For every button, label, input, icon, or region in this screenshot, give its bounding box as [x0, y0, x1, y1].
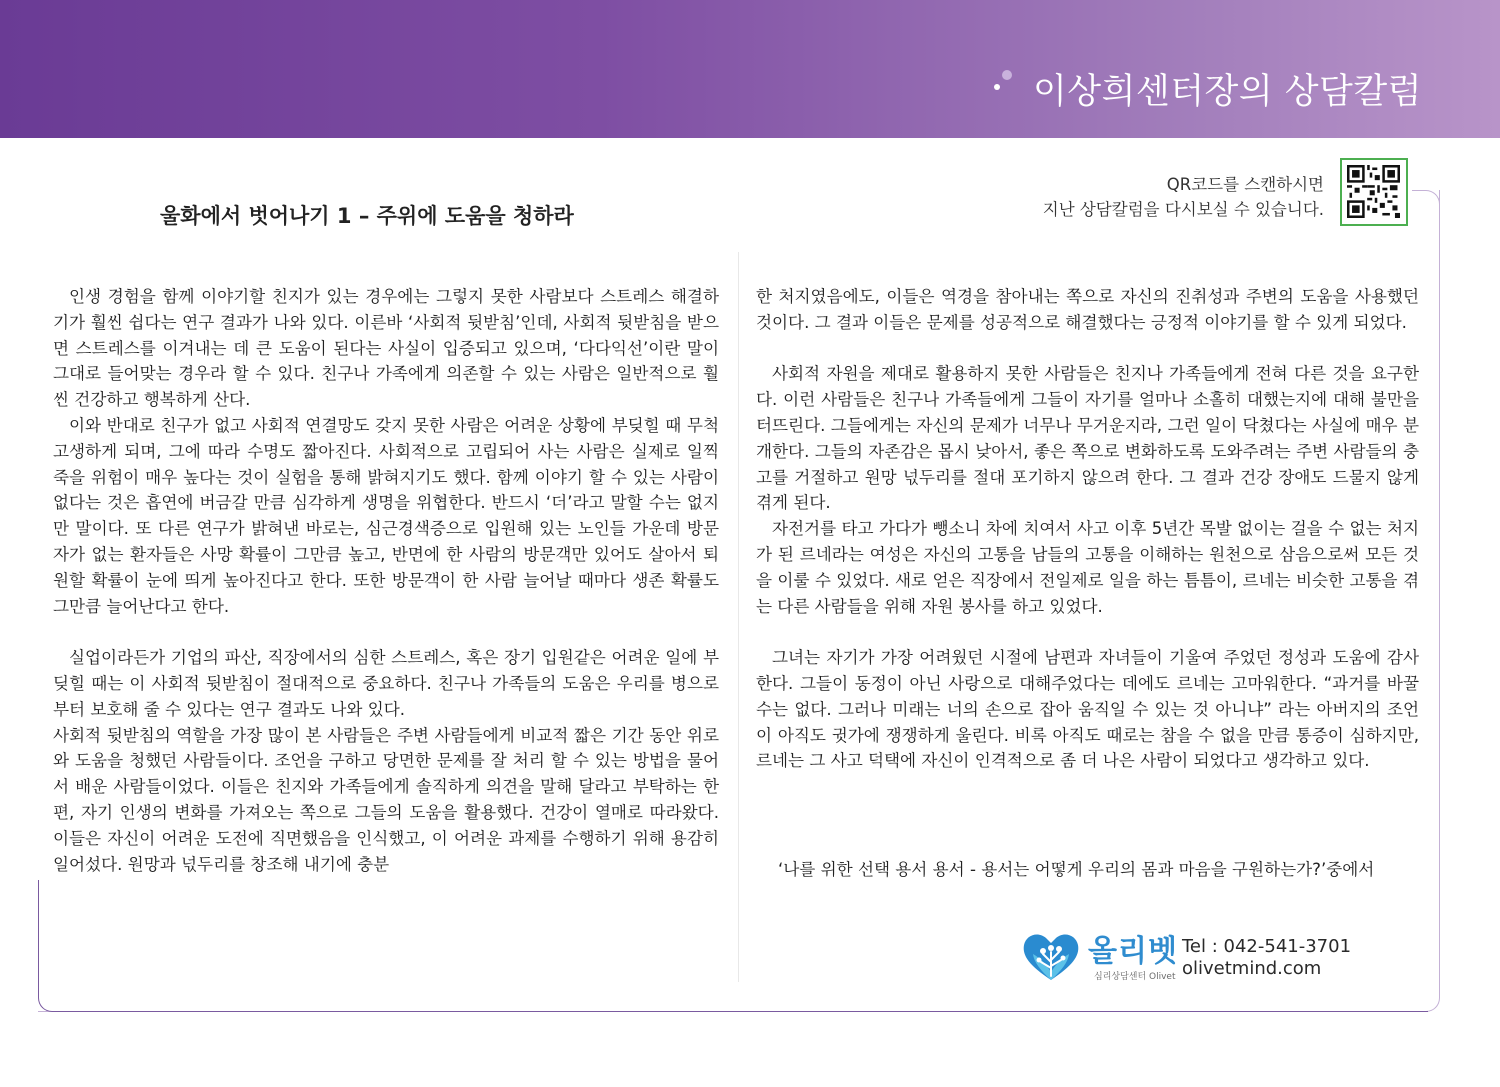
frame-left-corner: [38, 880, 52, 1012]
paragraph: 인생 경험을 함께 이야기할 친지가 있는 경우에는 그렇지 못한 사람보다 스트레스 해결하기가 훨씬 쉽다는 연구 결과가 나와 있다. 이른바 ‘사회적 뒷받침’인데, 사회적 뒷받침을 받으면 스트레스를 이겨내는 데 큰 도움이 된다는 사실이 입증되고 있으며, ‘다다익선’이란 말이 그대로 들어맞는 경우라 할 수 있다. 친구나 가족에게 의존할 수 있는 사람은 일반적으로 훨씬 건강하고 행복하게 산다.: [53, 287, 719, 410]
paragraph: 사회적 자원을 제대로 활용하지 못한 사람들은 친지나 가족들에게 전혀 다른 것을 요구한다. 이런 사람들은 친구나 가족들에게 그들이 자기를 얼마나 소홀히 대했는지에 대해 불만을 터뜨린다. 그들에게는 자신의 문제가 너무나 무거운지라, 그런 일이 닥쳤다는 사실에 매우 분개한다. 그들의 자존감은 몹시 낮아서, 좋은 쪽으로 변화하도록 도와주려는 주변 사람들의 충고를 거절하고 원망 넋두리를 절대 포기하지 않으려 한다. 그 결과 건강 장애도 드물지 않게 겪게 된다.: [756, 364, 1419, 513]
paragraph: 사회적 뒷받침의 역할을 가장 많이 본 사람들은 주변 사람들에게 비교적 짧은 기간 동안 위로와 도움을 청했던 사람들이다. 조언을 구하고 당면한 문제를 잘 처리 할 수 있는 방법을 물어서 배운 사람들이었다. 이들은 친지와 가족들에게 솔직하게 의견을 말해 달라고 부탁하는 한편, 자기 인생의 변화를 가져오는 쪽으로 그들의 도움을 활용했다. 건강이 열매로 따라왔다. 이들은 자신이 어려운 도전에 직면했음을 인식했고, 이 어려운 과제를 수행하기 위해 용감히 일어섰다. 원망과 넋두리를 창조해 내기에 충분: [53, 725, 719, 874]
brand-subtitle: 심리상담센터 Olivet: [1094, 972, 1176, 982]
paragraph: 실업이라든가 기업의 파산, 직장에서의 심한 스트레스, 혹은 장기 입원같은 어려운 일에 부딪힐 때는 이 사회적 뒷받침이 절대적으로 중요하다. 친구나 가족들의 도움은 우리를 병으로부터 보호해 줄 수 있다는 연구 결과도 나와 있다.: [53, 648, 719, 719]
bullet-dots-icon: [994, 70, 1016, 92]
article-title: 울화에서 벗어나기 1 – 주위에 도움을 청하라: [160, 204, 574, 228]
column-divider: [738, 252, 739, 982]
contact-info: [1182, 936, 1351, 980]
qr-code-icon[interactable]: [1340, 158, 1408, 226]
phone-number: Tel : 042-541-3701: [1182, 936, 1352, 957]
source-citation: ‘나를 위한 선택 용서 용서 - 용서는 어떻게 우리의 몸과 마음을 구원하는가?’중에서: [778, 860, 1375, 879]
qr-note-line1: QR코드를 스캔하시면: [1166, 175, 1324, 194]
right-column: [756, 284, 1419, 774]
brand-name: 올리벳: [1088, 934, 1178, 969]
paragraph: 그녀는 자기가 가장 어려웠던 시절에 남편과 자녀들이 기울여 주었던 정성과 도움에 감사한다. 그들이 동정이 아닌 사랑으로 대해주었다는 데에도 르네는 고마워한다. “과거를 바꿀 수는 없다. 그러나 미래는 너의 손으로 잡아 움직일 수 있는 것 아니냐” 라는 아버지의 조언이 아직도 귓가에 쟁쟁하게 울린다. 비록 아직도 때로는 참을 수 없을 만큼 통증이 심하지만, 르네는 그 사고 덕택에 자신이 인격적으로 좀 더 나은 사람이 되었다고 생각하고 있다.: [756, 648, 1419, 771]
left-column: [53, 284, 719, 877]
paragraph: 한 처지였음에도, 이들은 역경을 참아내는 쪽으로 자신의 진취성과 주변의 도움을 사용했던 것이다. 그 결과 이들은 문제를 성공적으로 해결했다는 긍정적 이야기를 할 수 있게 되었다.: [756, 287, 1419, 332]
website-link[interactable]: olivetmind.com: [1182, 958, 1322, 979]
column-series-title: 이상희센터장의 상담칼럼: [1032, 72, 1422, 112]
paragraph: 이와 반대로 친구가 없고 사회적 연결망도 갖지 못한 사람은 어려운 상황에 부딪힐 때 무척 고생하게 되며, 그에 따라 수명도 짧아진다. 사회적으로 고립되어 사는 사람은 실제로 일찍 죽을 위험이 매우 높다는 것이 실험을 통해 밝혀지기도 했다. 함께 이야기 할 수 있는 사람이 없다는 것은 흡연에 버금갈 만큼 심각하게 생명을 위협한다. 반드시 ‘더’라고 말할 수는 없지만 말이다. 또 다른 연구가 밝혀낸 바로는, 심근경색증으로 입원해 있는 노인들 가운데 방문자가 없는 환자들은 사망 확률이 그만큼 높고, 반면에 한 사람의 방문객만 있어도 살아서 퇴원할 확률이 눈에 띄게 높아진다고 한다. 또한 방문객이 한 사람 늘어날 때마다 생존 확률도 그만큼 늘어난다고 한다.: [53, 415, 719, 616]
qr-code-graphic: [1347, 165, 1400, 218]
olivet-heart-tree-icon: [1020, 930, 1082, 982]
header-banner: [0, 0, 1500, 138]
paragraph: 자전거를 타고 가다가 뺑소니 차에 치여서 사고 이후 5년간 목발 없이는 걸을 수 없는 처지가 된 르네라는 여성은 자신의 고통을 남들의 고통을 이해하는 원천으로 삼음으로써 모든 것을 이룰 수 있었다. 새로 얻은 직장에서 전일제로 일을 하는 틈틈이, 르네는 비슷한 고통을 겪는 다른 사람들을 위해 자원 봉사를 하고 있었다.: [756, 519, 1419, 616]
frame-bottom-line: [52, 1011, 1428, 1012]
qr-note-line2: 지난 상담칼럼을 다시보실 수 있습니다.: [1042, 200, 1324, 219]
qr-note: [1043, 172, 1324, 222]
